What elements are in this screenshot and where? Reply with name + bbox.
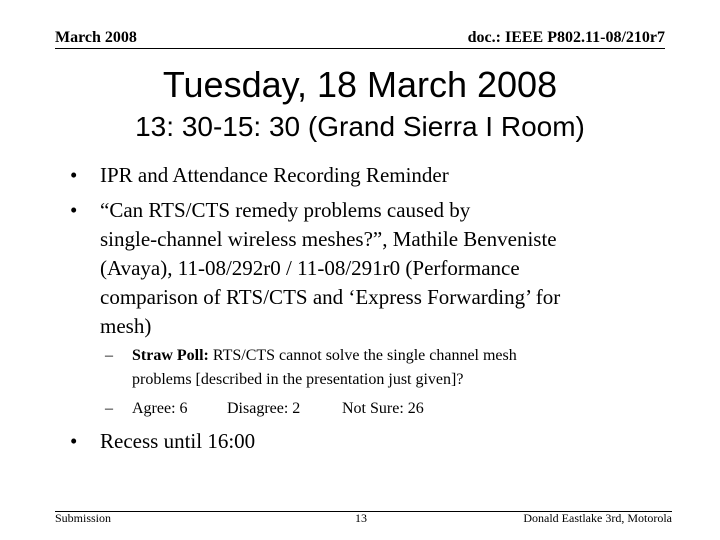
bullet-ipr-reminder: IPR and Attendance Recording Reminder — [100, 163, 449, 187]
sub-bullet-dash: – — [105, 347, 113, 364]
bullet-presentation-line-5: mesh) — [100, 314, 152, 338]
straw-poll-label: Straw Poll: — [132, 347, 209, 364]
footer-page-number: 13 — [355, 511, 367, 525]
header-divider — [55, 48, 665, 49]
bullet-presentation-line-1: “Can RTS/CTS remedy problems caused by — [100, 198, 471, 222]
vote-disagree: Disagree: 2 — [227, 400, 301, 417]
straw-poll-question: RTS/CTS cannot solve the single channel mesh — [208, 347, 517, 364]
header-date: March 2008 — [55, 29, 137, 46]
bullet-recess: Recess until 16:00 — [100, 429, 256, 453]
bullet-presentation-line-3: (Avaya), 11-08/292r0 / 11-08/291r0 (Performance — [100, 256, 520, 280]
slide-title: Tuesday, 18 March 2008 — [162, 64, 558, 105]
footer-author: Donald Eastlake 3rd, Motorola — [523, 511, 672, 525]
vote-not-sure: Not Sure: 26 — [342, 400, 424, 417]
bullet-icon: • — [70, 198, 78, 222]
footer-submission: Submission — [55, 511, 112, 525]
straw-poll-line-2: problems [described in the presentation just given]? — [132, 371, 464, 388]
straw-poll-line-1 — [132, 343, 517, 369]
slide-subtitle: 13: 30-15: 30 (Grand Sierra I Room) — [135, 111, 585, 142]
bullet-presentation-line-2: single-channel wireless meshes?”, Mathile Benveniste — [100, 227, 557, 251]
vote-agree: Agree: 6 — [132, 400, 188, 417]
sub-bullet-dash: – — [105, 400, 113, 417]
header-doc-id: doc.: IEEE P802.11-08/210r7 — [467, 29, 665, 46]
bullet-icon: • — [70, 429, 78, 453]
bullet-icon: • — [70, 163, 78, 187]
bullet-presentation-line-4: comparison of RTS/CTS and ‘Express Forwarding’ for — [100, 285, 561, 309]
